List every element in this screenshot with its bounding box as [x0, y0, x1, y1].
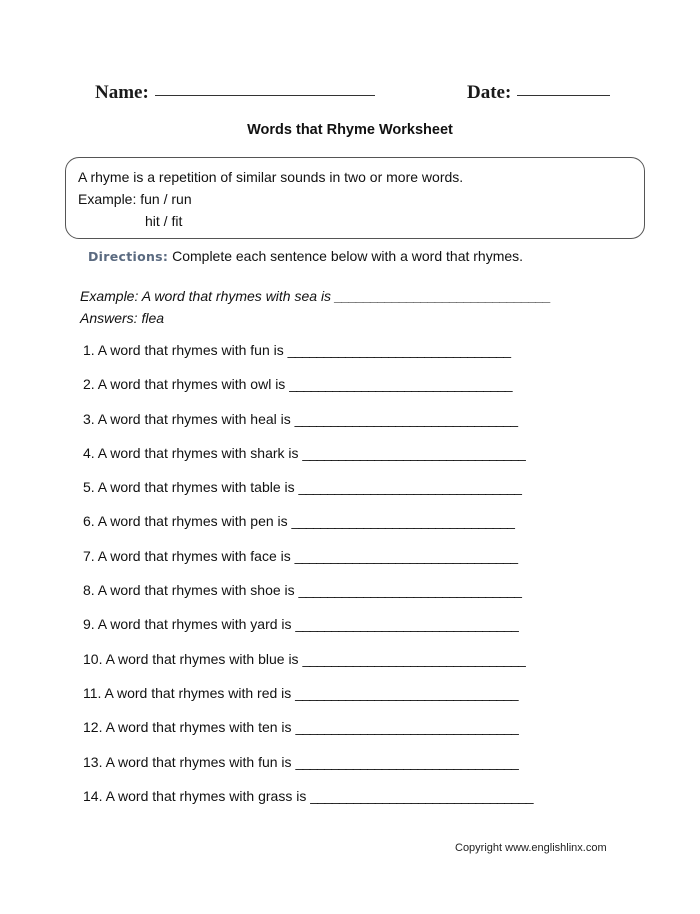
question-text: 10. A word that rhymes with blue is [83, 650, 303, 667]
question-text: 7. A word that rhymes with face is [83, 547, 295, 564]
question-text: 4. A word that rhymes with shark is [83, 444, 303, 461]
definition-example: Example: fun / run [78, 191, 192, 207]
question-item [83, 513, 533, 547]
question-item [83, 445, 533, 479]
example-sentence [80, 285, 551, 307]
directions [88, 248, 523, 264]
answer-blank[interactable]: _______________________________ [294, 410, 518, 427]
answer-blank[interactable]: _______________________________ [298, 582, 522, 599]
question-item [83, 376, 533, 410]
question-item [83, 754, 533, 788]
answer-blank[interactable]: _______________________________ [291, 513, 515, 530]
example-blank: ______________________________ [334, 288, 551, 304]
answer-blank[interactable]: _______________________________ [295, 719, 519, 736]
question-text: 1. A word that rhymes with fun is [83, 342, 288, 358]
answer-blank[interactable]: _______________________________ [289, 376, 512, 393]
question-text: 14. A word that rhymes with grass is [83, 787, 311, 804]
answer-blank[interactable]: _______________________________ [302, 444, 526, 461]
answer-blank[interactable]: _______________________________ [298, 479, 522, 496]
question-item [83, 582, 533, 616]
name-label: Name: [95, 82, 149, 103]
question-item [83, 788, 533, 822]
directions-text: Complete each sentence below with a word that rhymes. [168, 248, 524, 264]
date-blank-line[interactable] [517, 95, 610, 96]
question-item [83, 411, 533, 445]
question-item [83, 342, 533, 376]
name-field[interactable] [95, 82, 375, 104]
answer-blank[interactable]: _______________________________ [310, 787, 533, 804]
definition-text: A rhyme is a repetition of similar sounds in two or more words. [78, 169, 464, 185]
question-text: 2. A word that rhymes with owl is [83, 376, 290, 393]
worksheet-title: Words that Rhyme Worksheet [247, 122, 453, 138]
answer-blank[interactable]: _______________________________ [287, 342, 511, 358]
answer-blank[interactable]: _______________________________ [295, 753, 519, 770]
date-label: Date: [467, 82, 512, 103]
answer-blank[interactable]: _______________________________ [302, 650, 526, 667]
question-text: 13. A word that rhymes with fun is [83, 753, 296, 770]
answer-blank[interactable]: _______________________________ [294, 547, 518, 564]
question-text: 3. A word that rhymes with heal is [83, 410, 295, 427]
question-text: 6. A word that rhymes with pen is [83, 513, 292, 530]
question-item [83, 651, 533, 685]
example-sentence-text: Example: A word that rhymes with sea is [80, 288, 335, 304]
answer-blank[interactable]: _______________________________ [295, 616, 519, 633]
question-item [83, 479, 533, 513]
copyright-footer: Copyright www.englishlinx.com [455, 842, 607, 854]
example-block [80, 285, 551, 329]
question-item [83, 548, 533, 582]
question-text: 11. A word that rhymes with red is [83, 684, 296, 701]
question-text: 5. A word that rhymes with table is [83, 479, 299, 496]
question-list [83, 342, 533, 822]
question-text: 12. A word that rhymes with ten is [83, 719, 296, 736]
definition-example-2: hit / fit [145, 213, 183, 229]
date-field[interactable] [467, 82, 610, 104]
directions-label: Directions: [88, 249, 169, 264]
name-blank-line[interactable] [155, 95, 375, 96]
answer-blank[interactable]: _______________________________ [295, 684, 518, 701]
example-answer: Answers: flea [80, 310, 165, 326]
question-item [83, 719, 533, 753]
question-text: 9. A word that rhymes with yard is [83, 616, 296, 633]
question-item [83, 685, 533, 719]
definition-box [65, 157, 645, 239]
question-item [83, 616, 533, 650]
question-text: 8. A word that rhymes with shoe is [83, 582, 299, 599]
